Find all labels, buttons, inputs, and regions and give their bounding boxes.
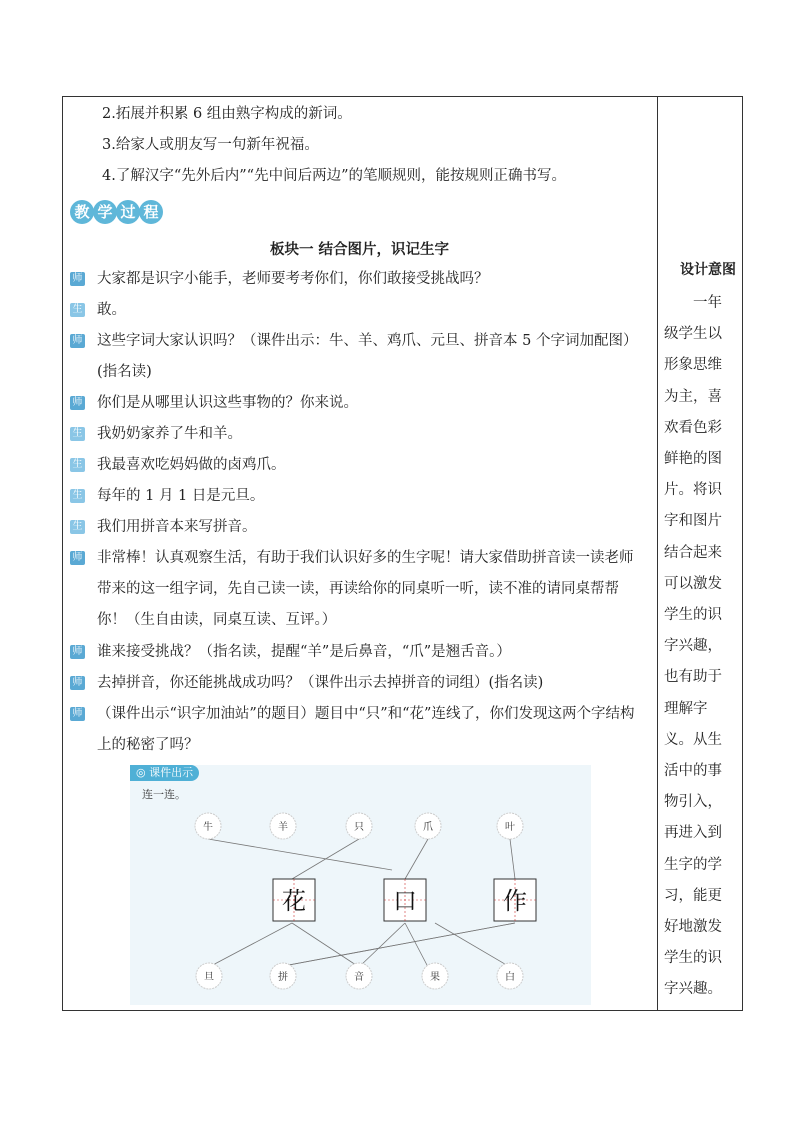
role-badge-student: 生: [70, 520, 85, 534]
dialogue-line: 去掉拼音，你还能挑战成功吗？（课件出示去掉拼音的词组）(指名读): [97, 675, 544, 691]
role-badge-student: 生: [70, 458, 85, 472]
dialogue-line: 我奶奶家养了牛和羊。: [97, 426, 242, 442]
dialogue-line: 大家都是识字小能手，老师要考考你们，你们敢接受挑战吗？: [97, 271, 489, 287]
dialogue-line: （课件出示“识字加油站”的题目）题目中“只”和“花”连线了，你们发现这两个字结构上的秘密了吗？: [97, 706, 635, 753]
top-char: 羊: [278, 822, 288, 833]
role-badge-teacher: 师: [70, 676, 85, 690]
courseware-instruction: 连一连。: [142, 788, 186, 801]
banner-char: 教: [70, 200, 94, 224]
role-badge-teacher: 师: [70, 645, 85, 659]
objective-2: 2.拓展并积累 6 组由熟字构成的新词。: [102, 106, 352, 122]
top-char: 爪: [423, 822, 433, 833]
objective-3: 3.给家人或朋友写一句新年祝福。: [102, 137, 319, 153]
middle-char: 作: [503, 887, 527, 915]
section-banner: [70, 200, 162, 226]
objective-4: 4.了解汉字“先外后内”“先中间后两边”的笔顺规则，能按规则正确书写。: [102, 168, 566, 184]
dialogue-line: 这些字词大家认识吗？（课件出示：牛、羊、鸡爪、元旦、拼音本 5 个字词加配图）(指名读): [97, 333, 638, 380]
banner-char: 学: [93, 200, 117, 224]
dialogue-line: 非常棒！认真观察生活，有助于我们认识好多的生字呢！请大家借助拼音读一读老师带来的这一组字词，先自己读一读，再读给你的同桌听一听，读不准的请同桌帮帮你！（生自由读，同桌互读、互评。）: [97, 550, 634, 628]
role-badge-teacher: 师: [70, 396, 85, 410]
connector-lines: [208, 839, 515, 967]
design-intent-title: 设计意图: [680, 262, 736, 278]
design-intent-text: 一年级学生以形象思维为主，喜欢看色彩鲜艳的图片。将识字和图片结合起来可以激发学生的识字兴趣，也有助于理解字义。从生活中的事物引入，再进入到生字的学习，能更好地激发学生的识字兴趣。: [664, 295, 722, 998]
role-badge-teacher: 师: [70, 272, 85, 286]
courseware-panel: [130, 765, 591, 1005]
bottom-char: 拼: [278, 972, 288, 983]
dialogue-line: 我最喜欢吃妈妈做的卤鸡爪。: [97, 457, 286, 473]
bottom-char: 白: [505, 972, 515, 983]
courseware-tag-label: 课件出示: [149, 766, 194, 779]
middle-char: 口: [393, 887, 417, 915]
dialogue-line: 你们是从哪里认识这些事物的？你来说。: [97, 395, 358, 411]
role-badge-teacher: 师: [70, 551, 85, 565]
column-divider: [657, 96, 658, 1011]
bottom-circles: [196, 963, 523, 989]
bottom-char: 音: [354, 972, 364, 983]
bottom-char: 旦: [204, 972, 214, 983]
role-badge-teacher: 师: [70, 707, 85, 721]
role-badge-teacher: 师: [70, 334, 85, 348]
role-badge-student: 生: [70, 427, 85, 441]
middle-char: 花: [282, 887, 306, 915]
dialogue-line: 每年的 1 月 1 日是元旦。: [97, 488, 265, 504]
role-badge-student: 生: [70, 489, 85, 503]
dialogue-line: 谁来接受挑战？（指名读，提醒“羊”是后鼻音，“爪”是翘舌音。）: [97, 644, 511, 660]
top-char: 叶: [505, 822, 515, 833]
courseware-tag: ◎ 课件出示: [130, 765, 199, 781]
dialogue-line: 我们用拼音本来写拼音。: [97, 519, 257, 535]
matching-diagram: [130, 765, 591, 1005]
banner-char: 过: [116, 200, 140, 224]
top-char: 牛: [203, 822, 213, 833]
dialogue-line: 敢。: [97, 302, 126, 318]
banner-char: 程: [139, 200, 163, 224]
block-title: 板块一 结合图片，识记生字: [269, 242, 450, 258]
middle-boxes: [273, 879, 536, 921]
top-char: 只: [354, 822, 364, 833]
top-circles: [195, 813, 523, 839]
bottom-char: 果: [430, 972, 440, 983]
role-badge-student: 生: [70, 303, 85, 317]
